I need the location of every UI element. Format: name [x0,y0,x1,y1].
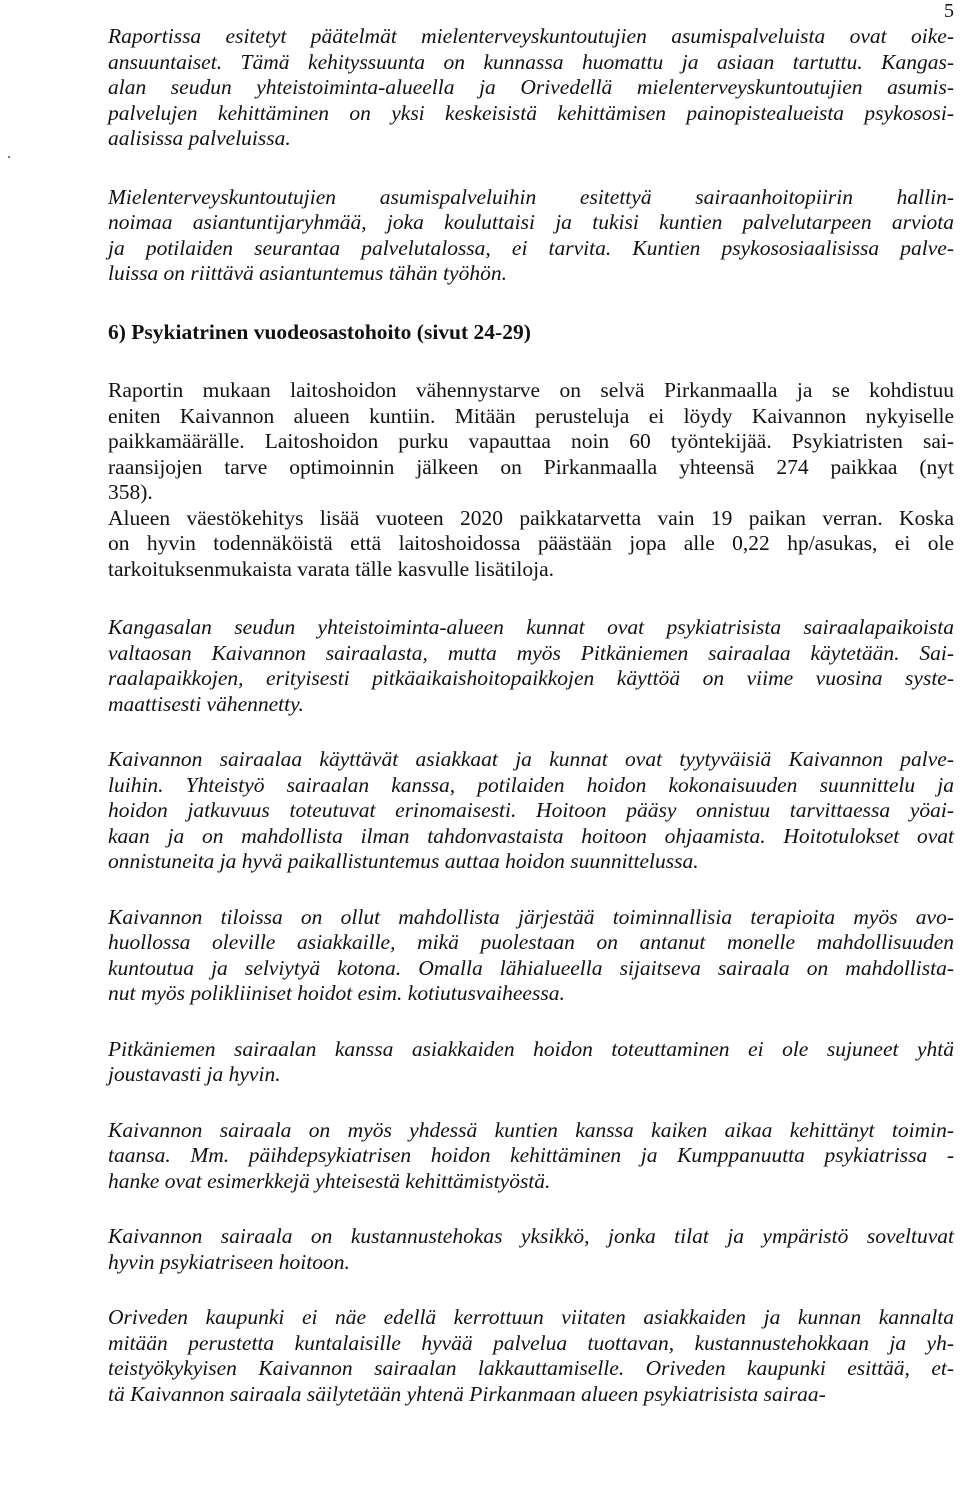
paragraph-gap [108,152,954,185]
text-line: Raportin mukaan laitoshoidon vähennystarve on selvä Pirkanmaalla ja se kohdistuu [108,378,954,402]
text-line: taansa. Mm. päihdepsykiatrisen hoidon kehittäminen ja Kumppanuutta psykiatrissa - [108,1143,954,1167]
text-line: Kangasalan seudun yhteistoiminta-alueen kunnat ovat psykiatrisista sairaalapaikoista [108,615,954,639]
text-line: Kaivannon sairaalaa käyttävät asiakkaat ja kunnat ovat tyytyväisiä Kaivannon palve- [108,747,954,771]
italic-paragraph [108,24,954,152]
paragraph-gap [108,287,954,320]
italic-paragraph [108,1305,954,1407]
text-line: ja potilaiden seurantaa palvelutalossa, ei tarvita. Kuntien psykososiaalisissa palve- [108,235,954,260]
text-line: huollossa oleville asiakkaille, mikä puolestaan on antanut monelle mahdollisuuden [108,930,954,954]
text-line: hanke ovat esimerkkejä yhteisestä kehittämistyöstä. [108,1168,551,1193]
section-heading: 6) Psykiatrinen vuodeosastohoito (sivut 24-29) [108,319,531,344]
italic-paragraph [108,905,954,1007]
text-line: Alueen väestökehitys lisää vuoteen 2020 paikkatarvetta vain 19 paikan verran. Koska [108,505,954,530]
text-line: aalisissa palveluissa. [108,126,291,150]
text-line: maattisesti vähennetty. [108,691,304,716]
text-line: Kaivannon sairaala on myös yhdessä kuntien kanssa kaiken aikaa kehittänyt toimin- [108,1117,954,1142]
text-line: joustavasti ja hyvin. [108,1062,281,1086]
text-line: eniten Kaivannon alueen kuntiin. Mitään perusteluja ei löydy Kaivannon nykyiselle [108,403,954,428]
text-line: hyvin psykiatriseen hoitoon. [108,1249,350,1274]
text-line: tä Kaivannon sairaala säilytetään yhtenä Pirkanmaan alueen psykiatrisista sairaa- [108,1381,826,1406]
text-line: teistyökykyisen Kaivannon sairaalan lakkauttamiselle. Oriveden kaupunki esittää, et- [108,1356,954,1380]
italic-paragraph [108,615,954,717]
page-number: 5 [944,0,954,22]
text-line: valtaosan Kaivannon sairaalasta, mutta myös Pitkäniemen sairaalaa käytetään. Sai- [108,640,954,665]
text-line: alan seudun yhteistoiminta-alueella ja Orivedellä mielenterveyskuntoutujien asumis- [108,75,954,99]
text-line: Kaivannon tiloissa on ollut mahdollista järjestää toiminnallisia terapioita myös avo- [108,904,954,929]
text-line: Raportissa esitetyt päätelmät mielenterveyskuntoutujien asumispalveluista ovat oike- [108,24,954,48]
text-line: onnistuneita ja hyvä paikallistuntemus auttaa hoidon suunnittelussa. [108,849,699,873]
text-line: mitään perustetta kuntalaisille hyvää palvelua tuottavan, kustannustehokkaan ja yh- [108,1330,954,1355]
paragraph-gap [108,345,954,378]
text-line: ansuuntaiset. Tämä kehityssuunta on kunnassa huomattu ja asiaan tartuttu. Kangas- [108,49,954,74]
paragraph-gap [108,1007,954,1037]
italic-paragraph [108,1118,954,1195]
text-line: kuntoutua ja selviytyä kotona. Omalla lähialueella sijaitseva sairaala on mahdollista- [108,955,954,980]
text-line: Mielenterveyskuntoutujien asumispalveluihin esitettyä sairaanhoitopiirin hallin- [108,184,954,209]
paragraph-gap [108,875,954,905]
text-line: Kaivannon sairaala on kustannustehokas yksikkö, jonka tilat ja ympäristö soveltuvat [108,1224,954,1248]
text-line: Oriveden kaupunki ei näe edellä kerrottuun viitaten asiakkaiden ja kunnan kannalta [108,1305,954,1329]
text-line: raalapaikkojen, erityisesti pitkäaikaishoitopaikkojen käyttöä on viime vuosina syste- [108,666,954,690]
margin-mark [8,156,10,158]
text-line: on hyvin todennäköistä että laitoshoidossa päästään jopa alle 0,22 hp/asukas, ei ole [108,531,954,555]
paragraph-gap [108,582,954,615]
document-body [108,24,954,1407]
text-line: kaan ja on mahdollista ilman tahdonvastaista hoitoon ohjaamista. Hoitotulokset ovat [108,823,954,848]
text-line: Pitkäniemen sairaalan kanssa asiakkaiden hoidon toteuttaminen ei ole sujuneet yhtä [108,1036,954,1061]
text-line: raansijojen tarve optimoinnin jälkeen on Pirkanmaalla yhteensä 274 paikkaa (nyt [108,454,954,479]
italic-paragraph [108,1224,954,1275]
text-line: luihin. Yhteistyö sairaalan kanssa, potilaiden hoidon kokonaisuuden suunnittelu ja [108,772,954,797]
text-line: nut myös polikliiniset hoidot esim. kotiutusvaiheessa. [108,981,565,1005]
text-line: hoidon jatkuvuus toteutuvat erinomaisesti. Hoitoon pääsy onnistuu tarvittaessa yöai- [108,798,954,822]
text-line: 358). [108,480,153,504]
paragraph-gap [108,717,954,747]
paragraph-gap [108,1194,954,1224]
text-line: luissa on riittävä asiantuntemus tähän työhön. [108,261,507,285]
italic-paragraph [108,747,954,875]
paragraph-gap [108,1275,954,1305]
body-paragraph [108,378,954,582]
text-line: palvelujen kehittäminen on yksi keskeisistä kehittämisen painopistealueista psykososi- [108,100,954,125]
text-line: tarkoituksenmukaista varata tälle kasvulle lisätiloja. [108,556,554,581]
italic-paragraph [108,1037,954,1088]
text-line: noimaa asiantuntijaryhmää, joka kouluttaisi ja tukisi kuntien palvelutarpeen arviota [108,210,954,234]
text-line: paikkamäärälle. Laitoshoidon purku vapauttaa noin 60 työntekijää. Psykiatristen sai- [108,429,954,453]
paragraph-gap [108,1088,954,1118]
italic-paragraph [108,185,954,287]
